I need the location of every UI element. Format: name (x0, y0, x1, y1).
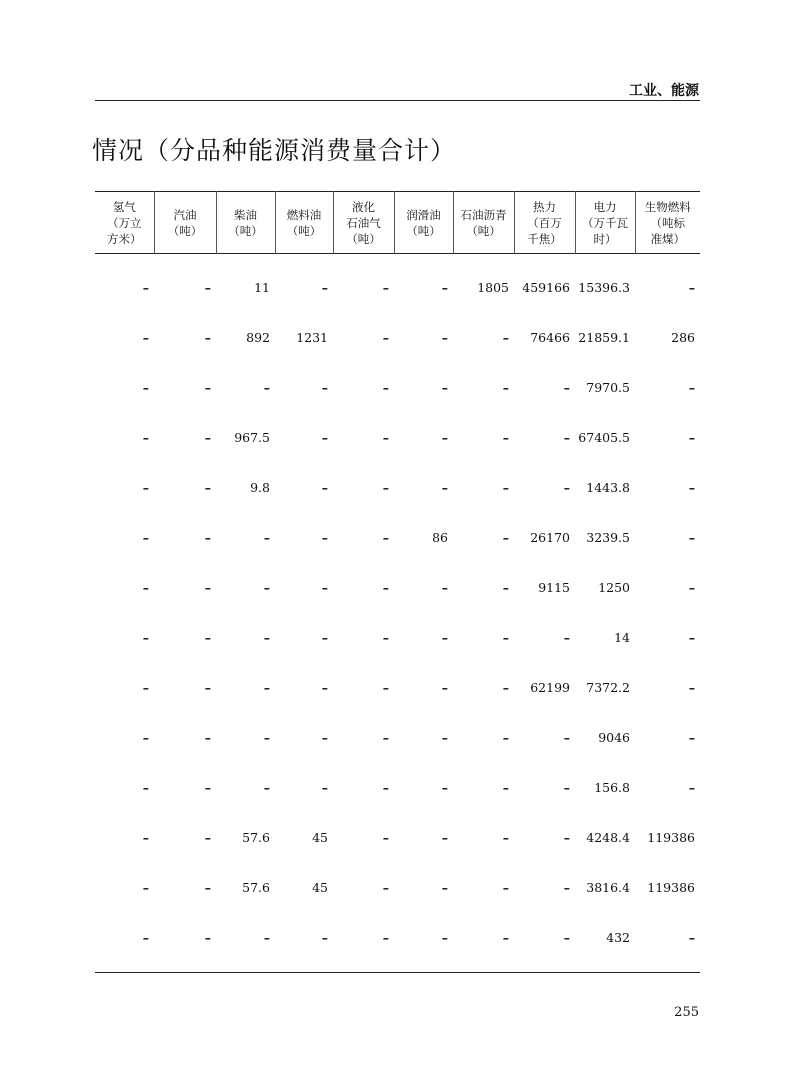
column-header-hydrogen: 氢气 （万立 方米） (107, 199, 142, 246)
table-cell: 45 (312, 879, 328, 895)
table-cell: – (204, 579, 211, 595)
page-title: 情况（分品种能源消费量合计） (92, 136, 457, 165)
table-cell: – (263, 579, 270, 595)
table-header-row (95, 192, 700, 254)
table-cell: – (441, 429, 448, 445)
table-cell: – (688, 579, 695, 595)
table-cell: – (263, 779, 270, 795)
table-cell: – (441, 679, 448, 695)
table-cell: – (382, 379, 389, 395)
column-header-biofuel: 生物燃料 （吨标 准煤） (635, 192, 700, 254)
table-row (95, 362, 700, 412)
table-cell: – (263, 679, 270, 695)
table-cell: – (441, 829, 448, 845)
table-cell: 119386 (647, 829, 695, 845)
bottom-rule (95, 972, 700, 973)
table-cell: – (321, 779, 328, 795)
table-row (95, 562, 700, 612)
table-cell: – (441, 479, 448, 495)
table-cell: – (142, 479, 149, 495)
table-cell: 156.8 (594, 779, 630, 795)
table-cell: – (502, 679, 509, 695)
page-number: 255 (674, 1005, 699, 1020)
table-cell: 7372.2 (586, 679, 630, 695)
table-cell: – (382, 429, 389, 445)
table-cell: – (204, 379, 211, 395)
table-row (95, 712, 700, 762)
table-cell: – (688, 379, 695, 395)
table-cell: – (688, 929, 695, 945)
table-cell: – (321, 529, 328, 545)
table-cell: – (142, 379, 149, 395)
table-cell: 1805 (477, 279, 509, 295)
table-cell: – (502, 579, 509, 595)
table-cell: – (321, 279, 328, 295)
table-cell: – (688, 429, 695, 445)
table-cell: – (502, 379, 509, 395)
table-cell: – (382, 329, 389, 345)
column-header-fuel-oil: 燃料油 （吨） (275, 192, 333, 254)
table-cell: – (563, 479, 570, 495)
table-cell: 3239.5 (586, 529, 630, 545)
table-cell: – (382, 929, 389, 945)
column-header-asphalt: 石油沥青 （吨） (453, 192, 514, 254)
column-header-lpg: 液化 石油气 （吨） (333, 192, 394, 254)
table-cell: 7970.5 (586, 379, 630, 395)
table-cell: – (563, 379, 570, 395)
table-cell: – (502, 879, 509, 895)
table-cell: – (382, 479, 389, 495)
table-cell: – (441, 629, 448, 645)
table-cell: – (321, 679, 328, 695)
table-cell: 67405.5 (578, 429, 630, 445)
table-cell: – (204, 879, 211, 895)
table-cell: – (563, 879, 570, 895)
table-cell: – (204, 929, 211, 945)
table-cell: – (263, 529, 270, 545)
table-cell: 11 (254, 279, 270, 295)
table-cell: – (142, 529, 149, 545)
table-cell: – (321, 429, 328, 445)
table-cell: – (382, 779, 389, 795)
table-cell: 1250 (598, 579, 630, 595)
table-cell: – (321, 929, 328, 945)
section-header: 工业、能源 (629, 83, 699, 99)
table-cell: 14 (614, 629, 630, 645)
table-cell: – (563, 929, 570, 945)
table-cell: 21859.1 (578, 329, 630, 345)
table-row (95, 862, 700, 912)
table-spacer (95, 254, 700, 263)
table-cell: 892 (246, 329, 270, 345)
table-cell: 57.6 (242, 879, 270, 895)
table-cell: – (142, 929, 149, 945)
table-cell: – (502, 429, 509, 445)
table-cell: – (142, 679, 149, 695)
header-rule (95, 100, 700, 101)
table-cell: – (204, 429, 211, 445)
table-cell: – (263, 629, 270, 645)
table-cell: – (321, 479, 328, 495)
table-cell: – (142, 579, 149, 595)
table-cell: – (688, 629, 695, 645)
table-row (95, 312, 700, 362)
table-cell: – (563, 729, 570, 745)
table-cell: – (321, 629, 328, 645)
table-cell: – (204, 629, 211, 645)
table-cell: 4248.4 (586, 829, 630, 845)
table-cell: – (688, 279, 695, 295)
table-cell: – (441, 329, 448, 345)
table-cell: – (382, 579, 389, 595)
table-cell: – (142, 879, 149, 895)
table-cell: 286 (671, 329, 695, 345)
table-cell: 459166 (522, 279, 570, 295)
table-cell: – (502, 329, 509, 345)
table-cell: – (142, 429, 149, 445)
table-row (95, 762, 700, 812)
table-cell: – (382, 629, 389, 645)
table-cell: 62199 (530, 679, 570, 695)
table-cell: 967.5 (234, 429, 270, 445)
data-table (95, 191, 700, 962)
table-cell: – (441, 779, 448, 795)
table-row (95, 812, 700, 862)
table-cell: – (204, 479, 211, 495)
table-cell: – (382, 279, 389, 295)
table-cell: – (204, 779, 211, 795)
table-cell: – (204, 279, 211, 295)
table-cell: – (204, 329, 211, 345)
table-cell: – (142, 629, 149, 645)
table-cell: – (563, 629, 570, 645)
table-cell: 1231 (296, 329, 328, 345)
table-cell: – (382, 829, 389, 845)
table-cell: – (688, 479, 695, 495)
table-cell: – (441, 279, 448, 295)
table-cell: – (441, 729, 448, 745)
table-cell: – (321, 379, 328, 395)
table-cell: – (204, 529, 211, 545)
table-row (95, 662, 700, 712)
table-cell: – (142, 779, 149, 795)
table-cell: – (382, 679, 389, 695)
table-row (95, 912, 700, 962)
table-cell: 9046 (598, 729, 630, 745)
table-cell: – (441, 879, 448, 895)
column-header-electricity: 电力 （万千瓦 时） (575, 192, 635, 254)
table-cell: – (563, 779, 570, 795)
table-body (95, 254, 700, 963)
table-cell: – (263, 729, 270, 745)
table-cell: – (142, 729, 149, 745)
table-cell: 15396.3 (578, 279, 630, 295)
table-cell: – (204, 829, 211, 845)
table-cell: – (441, 379, 448, 395)
table-cell: – (688, 779, 695, 795)
table-cell: – (142, 829, 149, 845)
table-cell: – (321, 729, 328, 745)
table-cell: – (142, 279, 149, 295)
table-cell: – (502, 929, 509, 945)
table-cell: – (502, 629, 509, 645)
table-cell: – (263, 379, 270, 395)
table-row (95, 512, 700, 562)
table-cell: 76466 (530, 329, 570, 345)
table-cell: – (502, 779, 509, 795)
table-cell: 86 (432, 529, 448, 545)
table-cell: – (688, 729, 695, 745)
table-cell: – (263, 929, 270, 945)
table-cell: – (382, 729, 389, 745)
table-cell: 45 (312, 829, 328, 845)
table-cell: – (382, 879, 389, 895)
table-cell: – (382, 529, 389, 545)
column-header-heat: 热力 （百万 千焦） (514, 192, 575, 254)
table-cell: – (502, 529, 509, 545)
table-row (95, 612, 700, 662)
table-cell: – (204, 679, 211, 695)
table-cell: – (502, 479, 509, 495)
table-cell: 57.6 (242, 829, 270, 845)
table-cell: 26170 (530, 529, 570, 545)
table-cell: – (142, 329, 149, 345)
table-cell: 1443.8 (586, 479, 630, 495)
table-cell: – (688, 529, 695, 545)
table-cell: 432 (606, 929, 630, 945)
table-cell: – (563, 829, 570, 845)
table-cell: – (563, 429, 570, 445)
column-header-lubricant: 润滑油 （吨） (394, 192, 453, 254)
table-cell: – (441, 579, 448, 595)
table-cell: – (502, 729, 509, 745)
column-header-gasoline: 汽油 （吨） (154, 192, 216, 254)
table-cell: 9115 (538, 579, 570, 595)
table-cell: – (502, 829, 509, 845)
table-cell: 3816.4 (586, 879, 630, 895)
table-cell: – (441, 929, 448, 945)
table-cell: – (204, 729, 211, 745)
table-cell: – (321, 579, 328, 595)
column-header-diesel: 柴油 （吨） (216, 192, 275, 254)
table-row (95, 412, 700, 462)
energy-consumption-table (95, 191, 700, 962)
table-cell: 119386 (647, 879, 695, 895)
table-row (95, 462, 700, 512)
table-cell: 9.8 (250, 479, 270, 495)
table-cell: – (688, 679, 695, 695)
table-row (95, 262, 700, 312)
